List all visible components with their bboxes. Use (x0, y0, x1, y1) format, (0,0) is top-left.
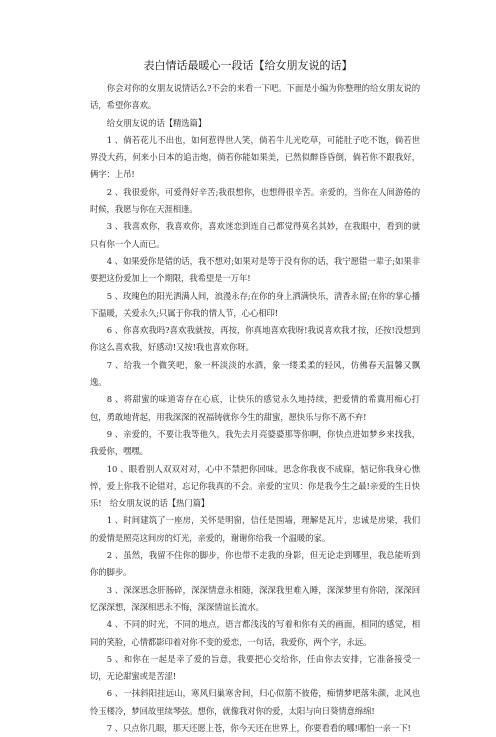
paragraph-item: 6 、你喜欢我吗?喜欢我就按，再按，你真地喜欢我呀!我说喜欢我才按，还按!没想到你这么喜欢我，好感动!又按!我也喜欢你呀。 (90, 325, 420, 353)
section-heading-featured: 给女朋友说的话【精选篇】 (106, 117, 207, 128)
paragraph-item: 7 、给我一个微笑吧，象一杯淡淡的水酒，象一缕柔柔的轻风，仿佛春天温馨又飘逸。 (90, 359, 420, 388)
paragraph-item: 3 、我喜欢你，我喜欢你，喜欢迷恋到连自己都觉得莫名其妙，在我眼中，看到的就只有你一个人而已。 (90, 221, 420, 249)
paragraph-item: 5 、玫瑰色的阳光洒满人间，浪漫永存;在你的身上洒满快乐，清香永留;在你的掌心播下温暖，关爱永久;只属于你我的情人节，心心相印! (90, 290, 420, 318)
paragraph-item: 10 、眼看别人双双对对，心中不禁把你回味。思念你我夜不成寐，惦记你我身心憔悴，爱上你我不论错对，忘记你我真的不会。亲爱的宝贝：你是我今生之最!亲爱的生日快乐! 给女朋友说的话【热门篇】 (90, 463, 420, 509)
paragraph-item: 3 、深深思念肝肠碎，深深情意永相随，深深我里难入睡，深深梦里有你陪，深深回忆深深想，深深相思永不悔，深深情谊长流水。 (90, 584, 420, 612)
paragraph-item: 4 、不同的时光，不同的地点，语言都浅浅的写着和你有关的画面，相同的感觉，相同的笑脸，心情都影印着对你不变的爱恋，一句话，我爱你，两个字，永远。 (90, 619, 420, 647)
document-body (90, 80, 420, 737)
paragraph-item: 8 、将甜蜜的味道寄存在心底，让快乐的感觉永久地持续，把爱情的希冀用痴心打包，勇敢地背起，用我深深的祝福铸就你今生的甜蜜，愿快乐与你不离不弃! (90, 394, 420, 422)
paragraph-item: 1 、时间建筑了一座房，关怀是明窗，信任是围墙，理解是瓦片，忠诚是房梁，我们的爱情是照亮这间房的灯光，亲爱的，谢谢你给我一个温暖的家。 (90, 515, 420, 543)
paragraph-item: 5 、和你在一起是幸了爱的旨意，我要把心交给你，任由你去安排，它准备接受一切，无论甜蜜或是苦涩! (90, 653, 420, 682)
paragraph-item: 2 、虽然，我留不住你的脚步，你也带不走我的身影，但无论走到哪里，我总能听到你的脚步。 (90, 550, 420, 578)
document-title: 表白情话最暖心一段话【给女朋友说的话】 (143, 59, 353, 72)
paragraph-item: 6 、一抹斜阳挂远山，寒风归巢寒舍间，归心似箭不彼倦，痴情梦吧落朱颜，北风也怜玉楼冷，梦回故里续琴弦。想你，就像我对你的爱，太阳与向日葵情意绵绵! (90, 688, 420, 716)
paragraph-item: 7 、只点你几眼，那天还愿上苍，你今天还在世界上，你要看看的哪!哪怕一亲一下! (106, 722, 411, 733)
paragraph-item: 4 、如果爱你是错的话，我不想对;如果对是等于没有你的话，我宁愿错一辈子;如果非要把这份爱加上一个期限，我希望是一万年! (90, 255, 420, 284)
paragraph-item: 2 、我很爱你，可爱得好辛苦;我很想你，也想得很辛苦。亲爱的，当你在人间游倦的时候，我愿与你在天涯相逢。 (90, 186, 420, 215)
paragraph-item: 1 、倘若花儿不出也，如何惹得世人笑，倘若牛儿光吃草，可能肚子吃不饱，倘若世界没大药，何来小日本的追击炮，倘若你能如果美，已然似醉昏昏倒，倘若你不跟我好，俩字：上吊! (90, 134, 420, 180)
paragraph-intro: 你会对你的女朋友说情话么?不会的来看一下吧。下面是小编为你整理的给女朋友说的话，希望你喜欢。 (90, 83, 420, 111)
paragraph-item: 9 、亲爱的，不要让我等他久，我先去月亮婆婆那等你啊，你快点进如梦乡来找我，我爱你，嘿嘿。 (90, 428, 420, 457)
